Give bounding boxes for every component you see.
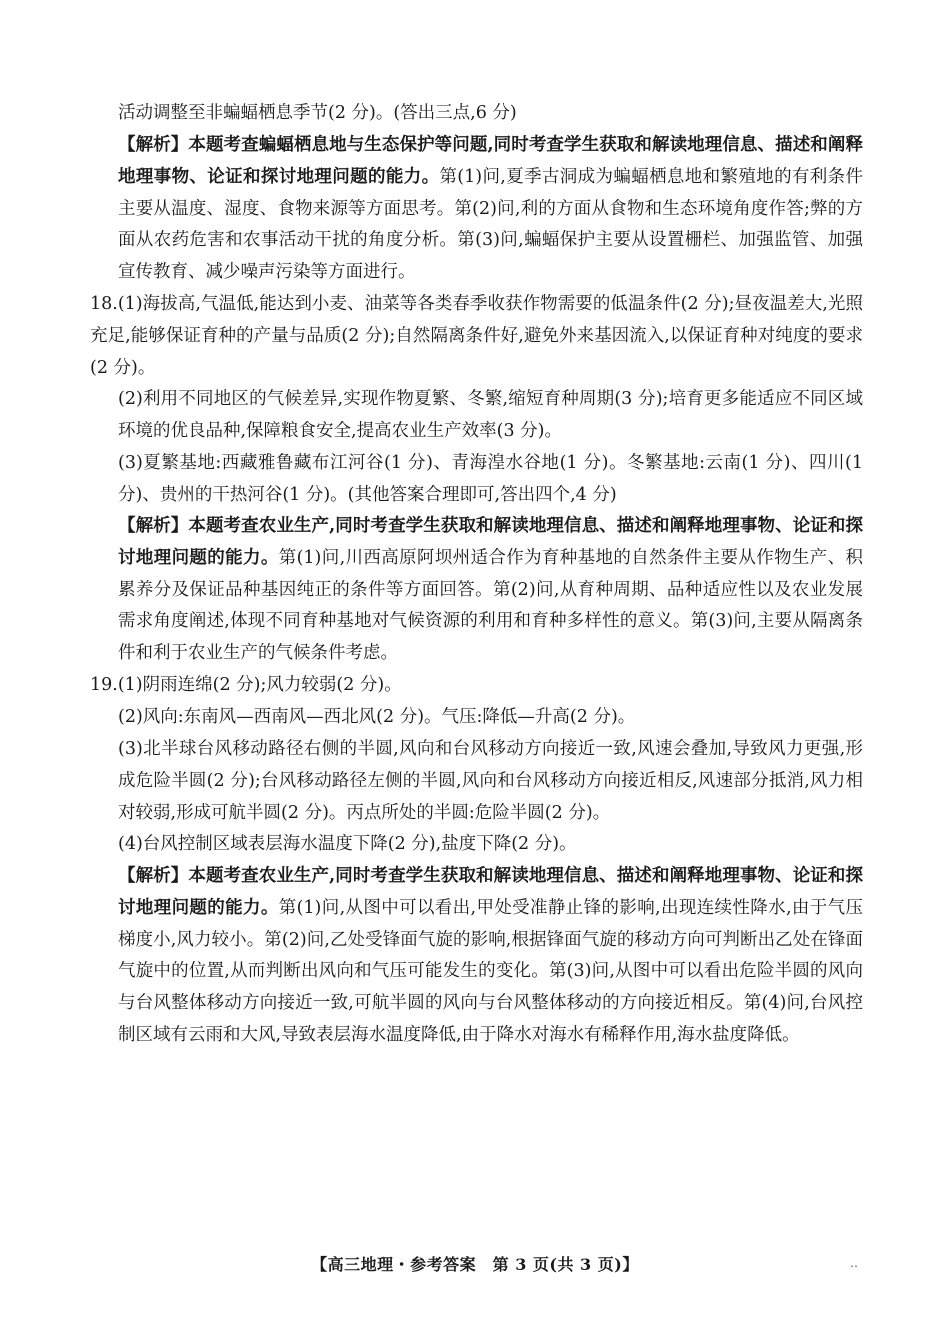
corner-mark: ‥ xyxy=(850,1256,859,1270)
analysis-19-body: 第(1)问,从图中可以看出,甲处受准静止锋的影响,出现连续性降水,由于气压梯度小,风力较小。第(2)问,乙处受锋面气旋的影响,根据锋面气旋的移动方向可判断出乙处在锋面气旋中的位置,从而判断出风向和气压可能发生的变化。第(3)问,从图中可以看出危险半圆的风向与台风整体移动方向接近一致,可航半圆的风向与台风整体移动的方向接近相反。第(4)问,台风控制区域有云雨和大风,导致表层海水温度降低,由于降水对海水有稀释作用,海水盐度降低。 xyxy=(118,897,863,1045)
analysis-17-body: 第(1)问,夏季古洞成为蝙蝠栖息地和繁殖地的有利条件主要从温度、湿度、食物来源等方面思考。第(2)问,利的方面从食物和生态环境角度作答;弊的方面从农药危害和农事活动干扰的角度分析。第(3)问,蝙蝠保护主要从设置栅栏、加强监管、加强宣传教育、减少噪声污染等方面进行。 xyxy=(118,166,864,283)
answer-18-part3: (3)夏繁基地:西藏雅鲁藏布江河谷(1 分)、青海湟水谷地(1 分)。冬繁基地:云南(1 分)、四川(1 分)、贵州的干热河谷(1 分)。(其他答案合理即可,答出四个,4 分) xyxy=(118,453,863,505)
analysis-18 xyxy=(118,511,863,670)
analysis-18-body: 第(1)问,川西高原阿坝州适合作为育种基地的自然条件主要从作物生产、积累养分及保证品种基因纯正的条件等方面回答。第(2)问,从育种周期、品种适应性以及农业发展需求角度阐述,体现不同育种基地对气候资源的利用和育种多样性的意义。第(3)问,主要从隔离条件和利于农业生产的气候条件考虑。 xyxy=(118,547,863,664)
answer-19-part3: (3)北半球台风移动路径右侧的半圆,风向和台风移动方向接近一致,风速会叠加,导致风力更强,形成危险半圆(2 分);台风移动路径左侧的半圆,风向和台风移动方向接近相反,风速部分抵消,风力相对较弱,形成可航半圆(2 分)。丙点所处的半圆:危险半圆(2 分)。 xyxy=(118,739,863,823)
analysis-17 xyxy=(118,130,863,289)
answer-19-part1: 19.(1)阴雨连绵(2 分);风力较弱(2 分)。 xyxy=(90,675,402,695)
analysis-18-lead: 【解析】本题考查农业生产,同时考查学生获取和解读地理信息、描述和阐释地理事物、论证和探讨地理问题的能力。 xyxy=(118,516,863,568)
analysis-17-lead: 【解析】本题考查蝙蝠栖息地与生态保护等问题,同时考查学生获取和解读地理信息、描述和阐释地理事物、论证和探讨地理问题的能力。 xyxy=(118,135,863,187)
page-footer: 【高三地理・参考答案 第 3 页(共 3 页)】 xyxy=(311,1255,639,1274)
answer-18-part2: (2)利用不同地区的气候差异,实现作物夏繁、冬繁,缩短育种周期(3 分);培育更多能适应不同区域环境的优良品种,保障粮食安全,提高农业生产效率(3 分)。 xyxy=(118,389,863,441)
analysis-19 xyxy=(118,861,863,1052)
answer-19-part4: (4)台风控制区域表层海水温度下降(2 分),盐度下降(2 分)。 xyxy=(118,834,577,854)
analysis-19-lead: 【解析】本题考查农业生产,同时考查学生获取和解读地理信息、描述和阐释地理事物、论证和探讨地理问题的能力。 xyxy=(118,866,863,918)
answer-17-tail: 活动调整至非蝙蝠栖息季节(2 分)。(答出三点,6 分) xyxy=(118,103,517,123)
answer-19-part2: (2)风向:东南风—西南风—西北风(2 分)。气压:降低—升高(2 分)。 xyxy=(118,707,636,727)
answer-18-part1: 18.(1)海拔高,气温低,能达到小麦、油菜等各类春季收获作物需要的低温条件(2 分);昼夜温差大,光照充足,能够保证育种的产量与品质(2 分);自然隔离条件好,避免外来基因流入,以保证育种对纯度的要求(2 分)。 xyxy=(90,294,863,378)
